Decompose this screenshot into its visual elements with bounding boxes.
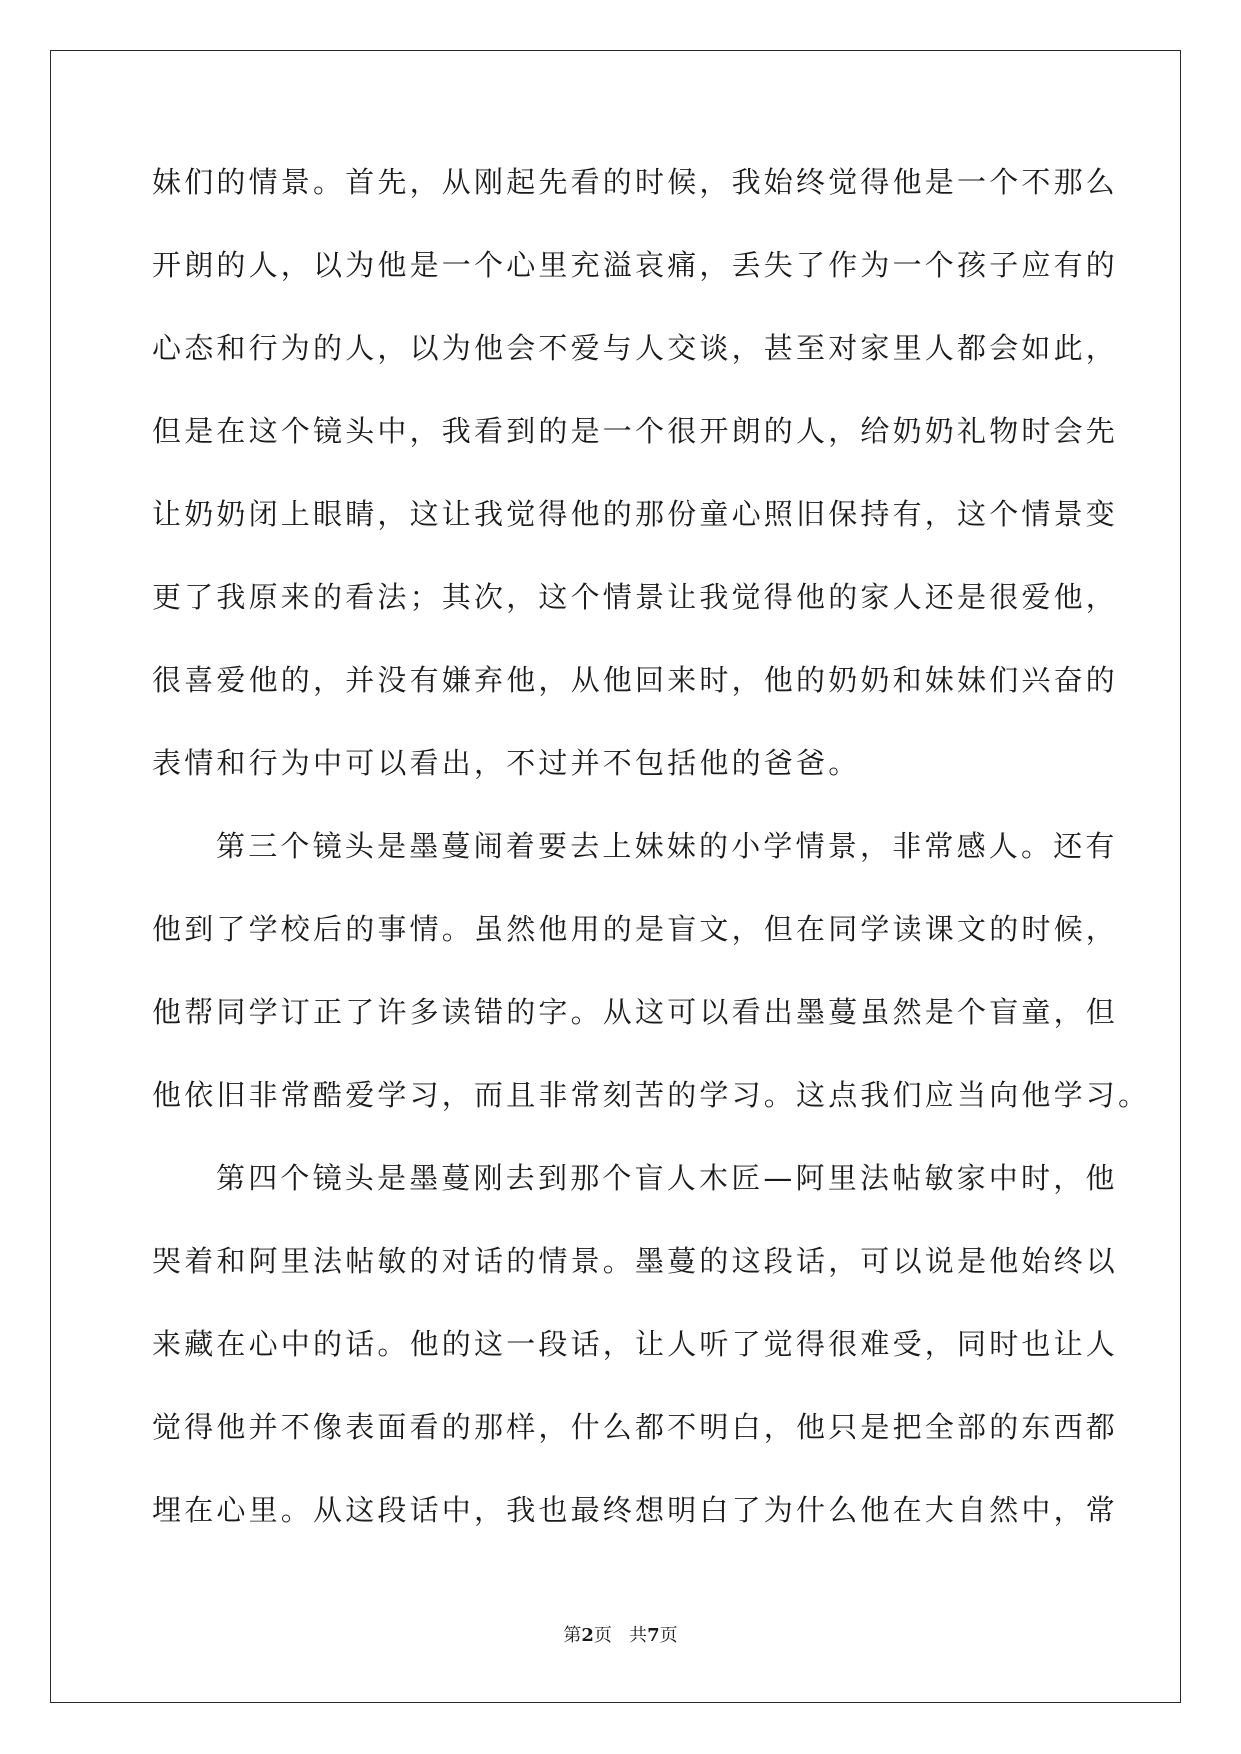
text-line: 让奶奶闭上眼睛，这让我觉得他的那份童心照旧保持有，这个情景变 bbox=[152, 497, 1119, 531]
document-body bbox=[152, 162, 1151, 1573]
text-line: 他依旧非常酷爱学习，而且非常刻苦的学习。这点我们应当向他学习。 bbox=[152, 1078, 1151, 1112]
text-line: 很喜爱他的，并没有嫌弃他，从他回来时，他的奶奶和妹妹们兴奋的 bbox=[152, 663, 1119, 697]
total-pages: 7 bbox=[647, 1625, 660, 1646]
text-line: 第四个镜头是墨蔓刚去到那个盲人木匠—阿里法帖敏家中时，他 bbox=[216, 1161, 1118, 1195]
total-prefix: 共 bbox=[629, 1625, 648, 1646]
text-line: 心态和行为的人，以为他会不爱与人交谈，甚至对家里人都会如此， bbox=[152, 331, 1119, 365]
page-footer bbox=[0, 1621, 1241, 1647]
text-line: 他到了学校后的事情。虽然他用的是盲文，但在同学读课文的时候， bbox=[152, 912, 1119, 946]
text-line: 但是在这个镜头中，我看到的是一个很开朗的人，给奶奶礼物时会先 bbox=[152, 414, 1119, 448]
text-line: 妹们的情景。首先，从刚起先看的时候，我始终觉得他是一个不那么 bbox=[152, 165, 1119, 199]
total-suffix: 页 bbox=[659, 1625, 678, 1646]
page-suffix: 页 bbox=[593, 1625, 612, 1646]
text-line: 表情和行为中可以看出，不过并不包括他的爸爸。 bbox=[152, 746, 861, 780]
text-line: 觉得他并不像表面看的那样，什么都不明白，他只是把全部的东西都 bbox=[152, 1410, 1119, 1444]
text-line: 哭着和阿里法帖敏的对话的情景。墨蔓的这段话，可以说是他始终以 bbox=[152, 1244, 1119, 1278]
text-line: 第三个镜头是墨蔓闹着要去上妹妹的小学情景，非常感人。还有 bbox=[216, 829, 1118, 863]
text-line: 更了我原来的看法；其次，这个情景让我觉得他的家人还是很爱他， bbox=[152, 580, 1119, 614]
text-line: 埋在心里。从这段话中，我也最终想明白了为什么他在大自然中，常 bbox=[152, 1493, 1119, 1527]
page-number: 2 bbox=[581, 1625, 594, 1646]
text-line: 他帮同学订正了许多读错的字。从这可以看出墨蔓虽然是个盲童，但 bbox=[152, 995, 1119, 1029]
page-prefix: 第 bbox=[563, 1625, 582, 1646]
text-line: 来藏在心中的话。他的这一段话，让人听了觉得很难受，同时也让人 bbox=[152, 1327, 1119, 1361]
text-line: 开朗的人，以为他是一个心里充溢哀痛，丢失了作为一个孩子应有的 bbox=[152, 248, 1119, 282]
